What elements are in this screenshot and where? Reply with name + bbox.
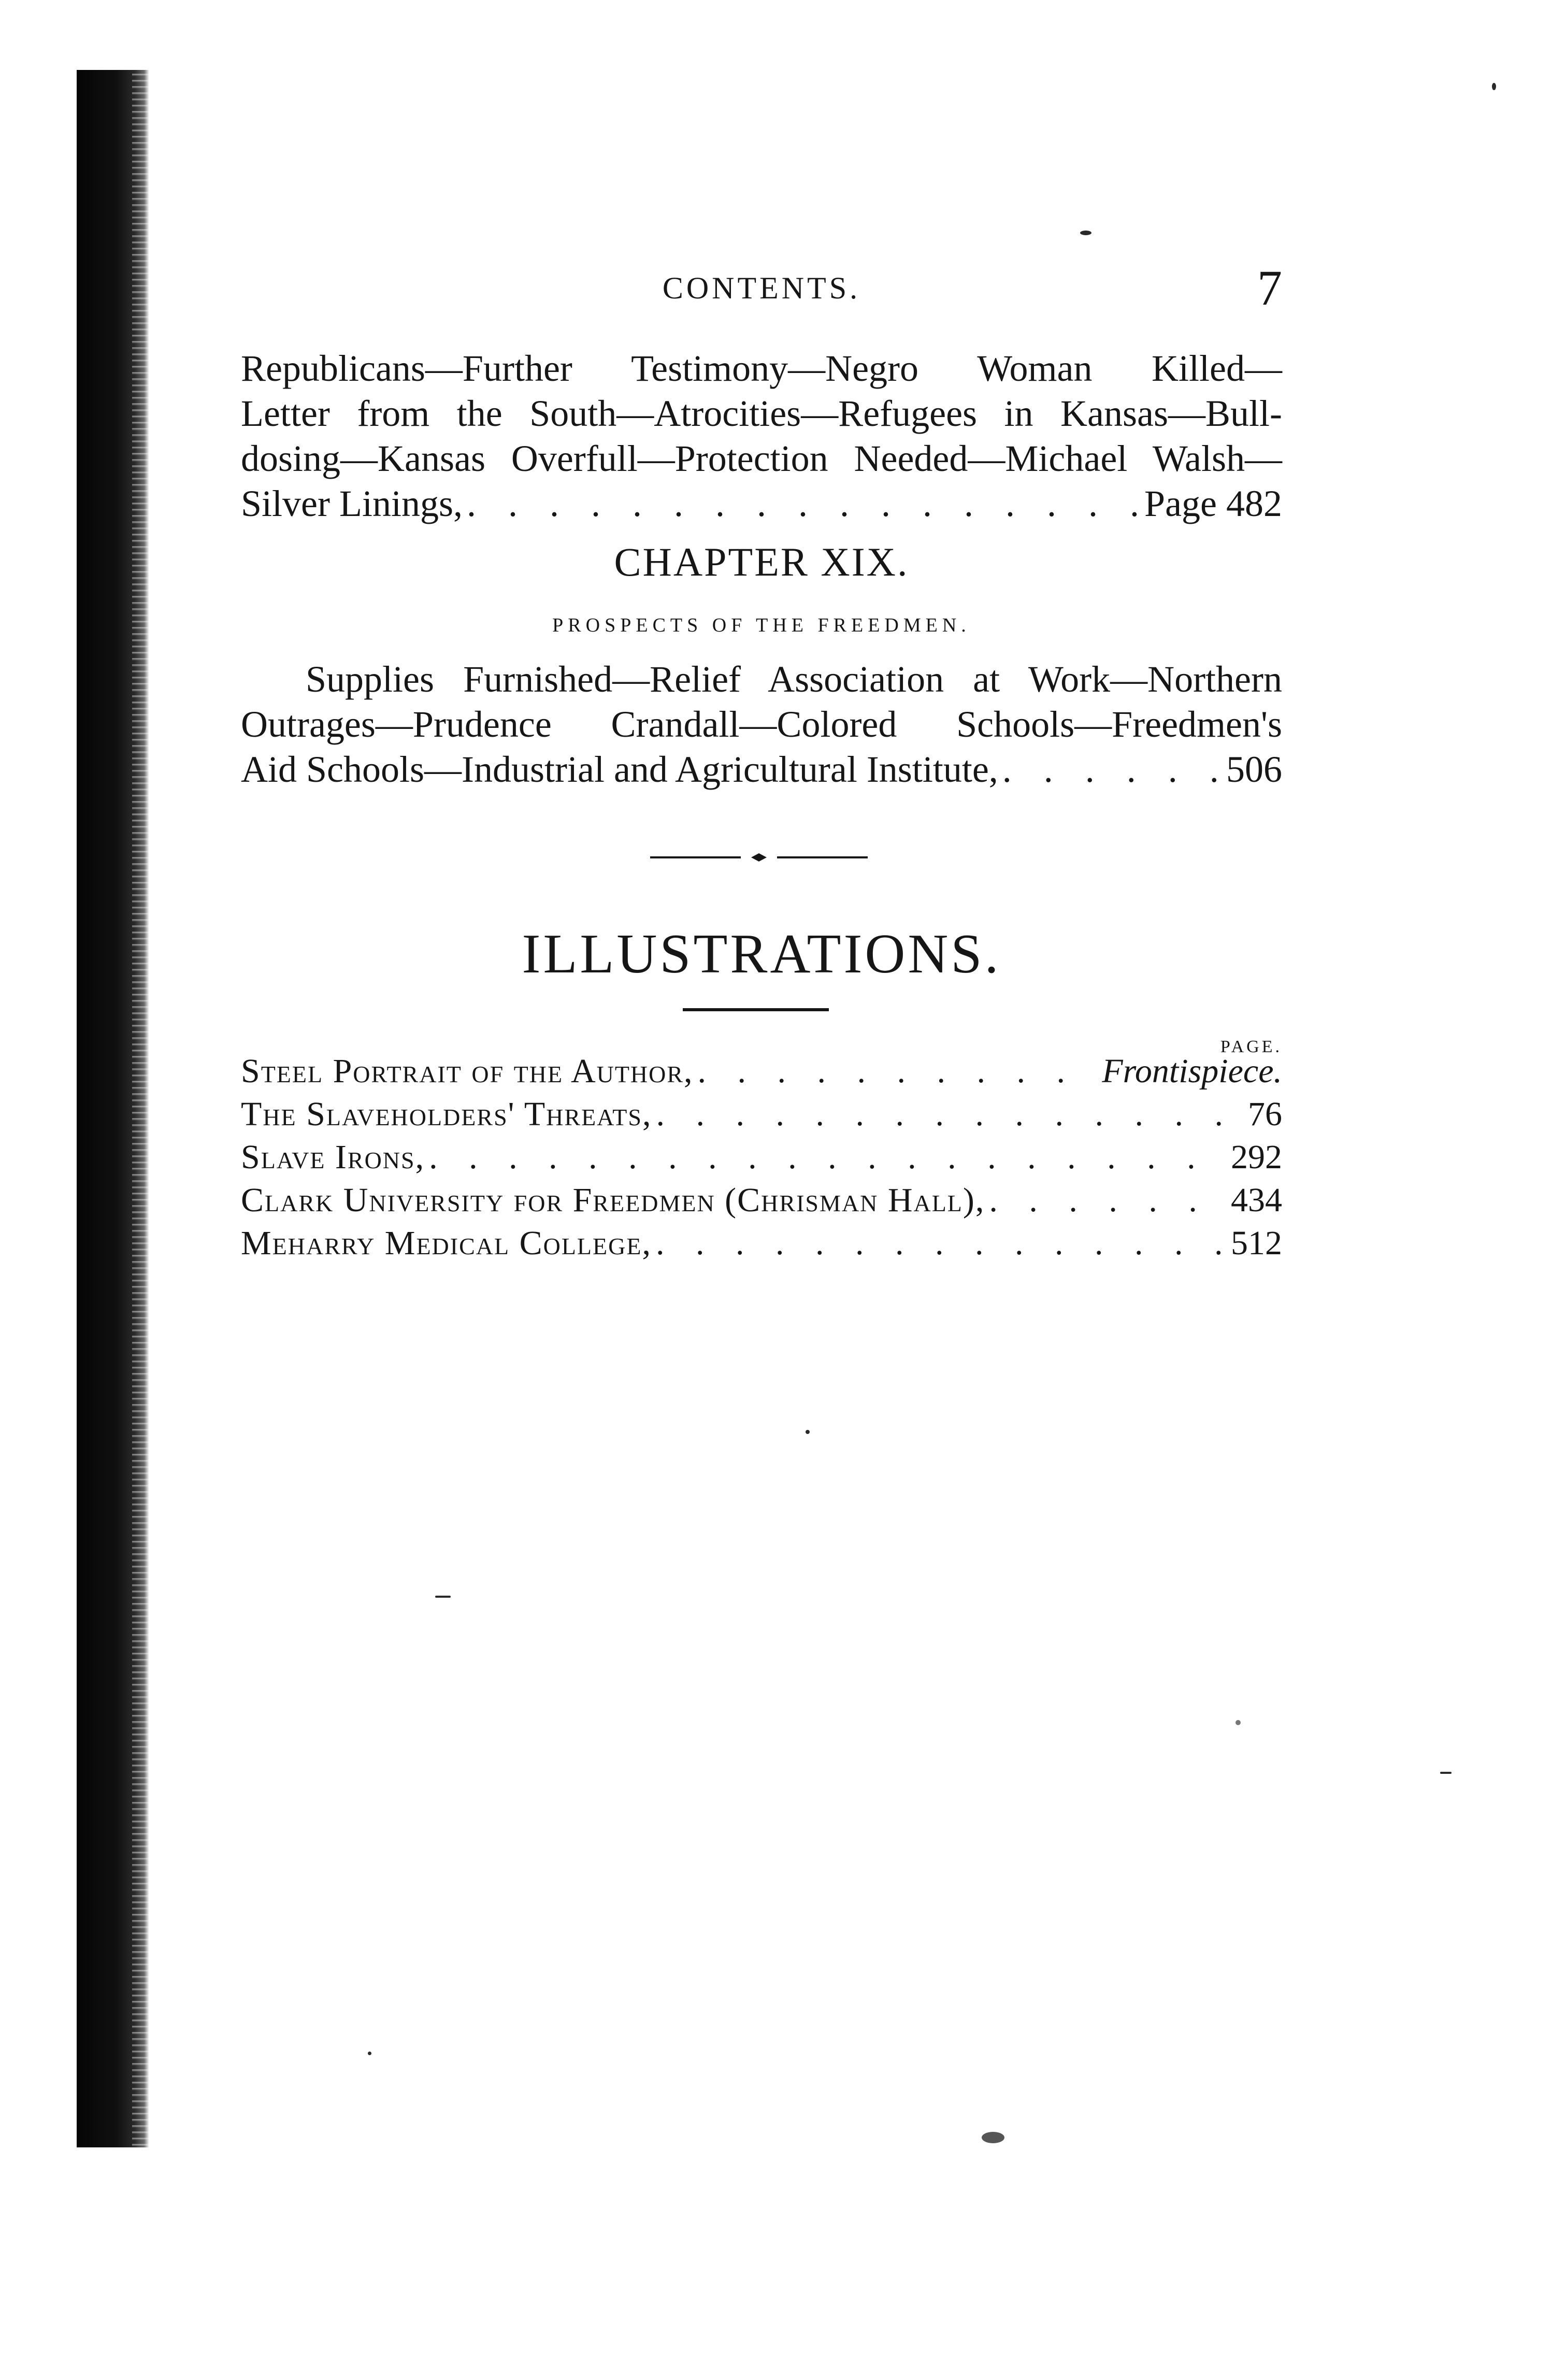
- illustrations-heading: ILLUSTRATIONS.: [522, 923, 1001, 985]
- illustration-title: Clark University for Freedmen (Chrisman Hall),: [241, 1181, 985, 1219]
- scan-speck: [982, 2132, 1004, 2143]
- illustrations-list: [241, 1052, 1282, 1267]
- scan-speck: [368, 2052, 371, 2055]
- illustration-entry: [241, 1138, 1282, 1181]
- illustration-page: 76: [1248, 1095, 1282, 1133]
- chapter-xix-subtitle: PROSPECTS OF THE FREEDMEN.: [552, 614, 971, 636]
- running-title: CONTENTS.: [662, 271, 861, 305]
- illustration-page: 292: [1231, 1138, 1282, 1176]
- scan-speck: [435, 1596, 451, 1598]
- scan-speck: [806, 1430, 810, 1434]
- illustration-page: 512: [1231, 1224, 1282, 1262]
- illustration-title: Steel Portrait of the Author,: [241, 1052, 694, 1090]
- summary-line: Supplies Furnished—Relief Association at Work—Northern: [306, 658, 1282, 700]
- chapter-xviii-summary: [241, 346, 1282, 526]
- chapter-page-ref: 506: [1226, 749, 1282, 790]
- scan-speck: [1080, 231, 1091, 235]
- scan-speck: [1492, 83, 1496, 90]
- illustration-title: Slave Irons,: [241, 1138, 425, 1176]
- summary-last-line: [241, 481, 1282, 526]
- illustration-title: The Slaveholders' Threats,: [241, 1095, 652, 1133]
- summary-line-text: Silver Linings,: [241, 483, 463, 524]
- summary-line: dosing—Kansas Overfull—Protection Needed—Michael Walsh—: [241, 438, 1282, 479]
- illustration-page: Frontispiece.: [1102, 1052, 1282, 1090]
- dot-leader: [656, 1095, 1244, 1134]
- heading-rule: [683, 1008, 829, 1011]
- summary-line: Letter from the South—Atrocities—Refugees in Kansas—Bull-: [241, 393, 1282, 434]
- chapter-xix-heading: CHAPTER XIX.: [614, 539, 909, 584]
- scan-speck: [1440, 1772, 1452, 1774]
- illustration-entry: [241, 1224, 1282, 1267]
- chapter-xix-summary: [241, 657, 1282, 792]
- summary-last-line: [241, 747, 1282, 792]
- dot-leader: [429, 1138, 1227, 1177]
- ornamental-rule: [650, 850, 868, 865]
- dot-leader: [1002, 747, 1222, 792]
- dot-leader: [698, 1052, 1098, 1091]
- running-head: [241, 259, 1282, 321]
- dot-leader: [467, 481, 1140, 526]
- chapter-page-ref: Page 482: [1144, 483, 1282, 524]
- dot-leader: [656, 1224, 1227, 1263]
- dot-leader: [989, 1181, 1227, 1220]
- illustration-entry: [241, 1052, 1282, 1095]
- page-number: 7: [1257, 260, 1282, 316]
- illustration-title: Meharry Medical College,: [241, 1224, 652, 1262]
- scan-speck: [1235, 1720, 1241, 1725]
- page-column-label: PAGE.: [1220, 1037, 1282, 1056]
- illustration-entry: [241, 1181, 1282, 1224]
- summary-line-text: Aid Schools—Industrial and Agricultural Institute,: [241, 749, 998, 790]
- illustration-entry: [241, 1095, 1282, 1138]
- summary-line: Outrages—Prudence Crandall—Colored Schools—Freedmen's: [241, 704, 1282, 745]
- illustration-page: 434: [1231, 1181, 1282, 1219]
- summary-line: Republicans—Further Testimony—Negro Woman Killed—: [241, 348, 1282, 389]
- binding-edge-texture: [132, 70, 161, 2147]
